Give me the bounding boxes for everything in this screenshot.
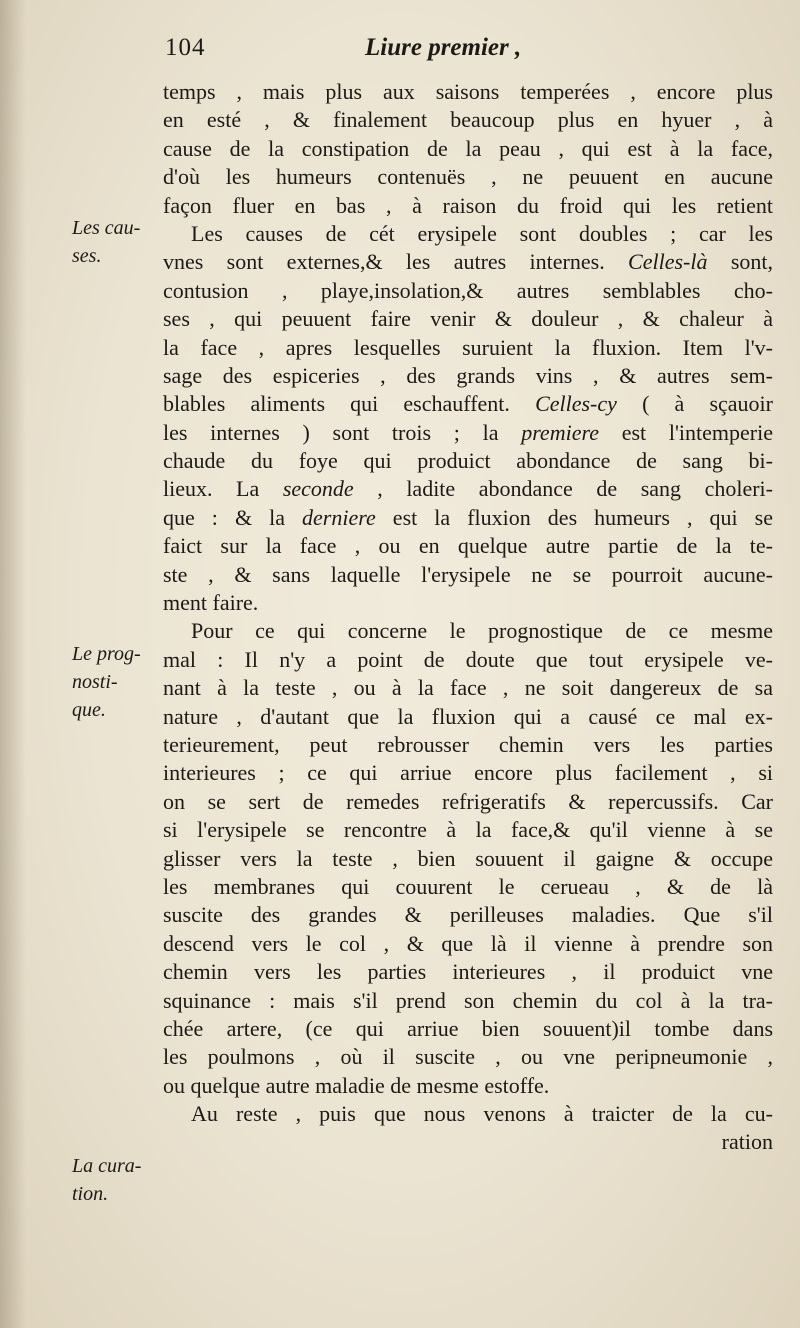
text-line: [163, 475, 773, 503]
paragraph-end-line: ment faire.: [163, 590, 259, 616]
italic-emphasis: premiere: [521, 419, 599, 445]
page-number: 104: [165, 34, 206, 61]
paragraph-start-line: Les causes de cét erysipele sont doubles ; car les: [191, 220, 773, 246]
text-line: interieures ; ce qui arriue encore plus facilement , si: [163, 760, 773, 786]
marginal-note-causes: [72, 214, 152, 270]
text-line: [163, 419, 773, 447]
text-run: les internes ) sont trois ; la: [163, 419, 522, 445]
text-line: temps , mais plus aux saisons temperées , encore plus: [163, 79, 773, 104]
text-line: [163, 390, 773, 418]
marginal-note-line: Les cau-: [72, 217, 141, 239]
text-run: que : & la: [163, 504, 303, 530]
running-title: Liure premier ,: [365, 34, 522, 61]
text-line: en esté , & finalement beaucoup plus en hyuer , à: [163, 107, 773, 133]
text-run: , ladite abondance de sang choleri-: [353, 476, 773, 502]
text-run: ( à sçauoir: [616, 391, 773, 417]
text-line: contusion , playe,insolation,& autres semblables cho-: [163, 277, 773, 303]
marginal-note-prognostique: [72, 640, 152, 724]
text-line: terieurement, peut rebrousser chemin vers les parties: [163, 731, 773, 757]
text-line: ste , & sans laquelle l'erysipele ne se pourroit aucune-: [163, 561, 773, 587]
italic-emphasis: seconde: [282, 476, 354, 502]
text-run: blables aliments qui eschauffent.: [163, 391, 536, 417]
gutter-shadow: [0, 0, 26, 1328]
text-line: descend vers le col , & que là il vienne à prendre son: [163, 930, 773, 956]
italic-emphasis: Celles-là: [628, 249, 708, 275]
text-line: sage des espiceries , des grands vins , & autres sem-: [163, 362, 773, 388]
text-line: la face , apres lesquelles suruient la fluxion. Item l'v-: [163, 334, 773, 360]
text-line: d'où les humeurs contenuës , ne peuuent en aucune: [163, 164, 773, 190]
text-line: [163, 504, 773, 532]
paragraph-start-line: Au reste , puis que nous venons à traicter de la cu-: [191, 1101, 773, 1127]
marginal-note-curation: [72, 1152, 152, 1208]
text-line: cause de la constipation de la peau , qui est à la face,: [163, 135, 773, 161]
italic-emphasis: derniere: [302, 504, 376, 530]
text-line: chemin vers les parties interieures , il produict vne: [163, 959, 773, 985]
text-run: lieux. La: [163, 476, 283, 502]
text-line: glisser vers la teste , bien souuent il gaigne & occupe: [163, 845, 773, 871]
body-text: [163, 78, 773, 1157]
text-line: chaude du foye qui produict abondance de sang bi-: [163, 448, 773, 474]
marginal-note-line: ses.: [72, 245, 102, 267]
text-line: mal : Il n'y a point de doute que tout erysipele ve-: [163, 646, 773, 672]
marginal-note-line: Le prog-: [72, 643, 141, 665]
text-line: si l'erysipele se rencontre à la face,& qu'il vienne à se: [163, 817, 773, 843]
text-line: façon fluer en bas , à raison du froid qui les retient: [163, 192, 773, 218]
text-line: faict sur la face , ou en quelque autre partie de la te-: [163, 533, 773, 559]
text-line: [163, 248, 773, 276]
text-run: est la fluxion des humeurs , qui se: [375, 504, 773, 530]
italic-emphasis: Celles-cy: [535, 391, 617, 417]
text-line: suscite des grandes & perilleuses maladies. Que s'il: [163, 902, 773, 928]
paragraph-start-line: Pour ce qui concerne le prognostique de ce mesme: [191, 618, 773, 644]
text-line: ses , qui peuuent faire venir & douleur , & chaleur à: [163, 306, 773, 332]
text-line: les poulmons , où il suscite , ou vne peripneumonie ,: [163, 1044, 773, 1070]
text-line: chée artere, (ce qui arriue bien souuent)il tombe dans: [163, 1015, 773, 1041]
text-run: est l'intemperie: [598, 419, 773, 445]
marginal-note-line: nosti-: [72, 671, 118, 693]
running-head: [165, 34, 765, 68]
text-run: sont,: [707, 249, 773, 275]
marginal-note-line: La cura-: [72, 1155, 142, 1177]
text-line: les membranes qui couurent le cerueau , & de là: [163, 873, 773, 899]
text-line: nature , d'autant que la fluxion qui a causé ce mal ex-: [163, 703, 773, 729]
marginal-note-line: tion.: [72, 1183, 109, 1205]
text-line: nant à la teste , ou à la face , ne soit dangereux de sa: [163, 675, 773, 701]
marginal-note-line: que.: [72, 699, 106, 721]
paragraph-end-line: ou quelque autre maladie de mesme estoffe.: [163, 1072, 550, 1098]
catchword: ration: [721, 1129, 773, 1155]
text-line: squinance : mais s'il prend son chemin du col à la tra-: [163, 987, 773, 1013]
text-run: vnes sont externes,& les autres internes.: [163, 249, 629, 275]
text-line: on se sert de remedes refrigeratifs & repercussifs. Car: [163, 788, 773, 814]
